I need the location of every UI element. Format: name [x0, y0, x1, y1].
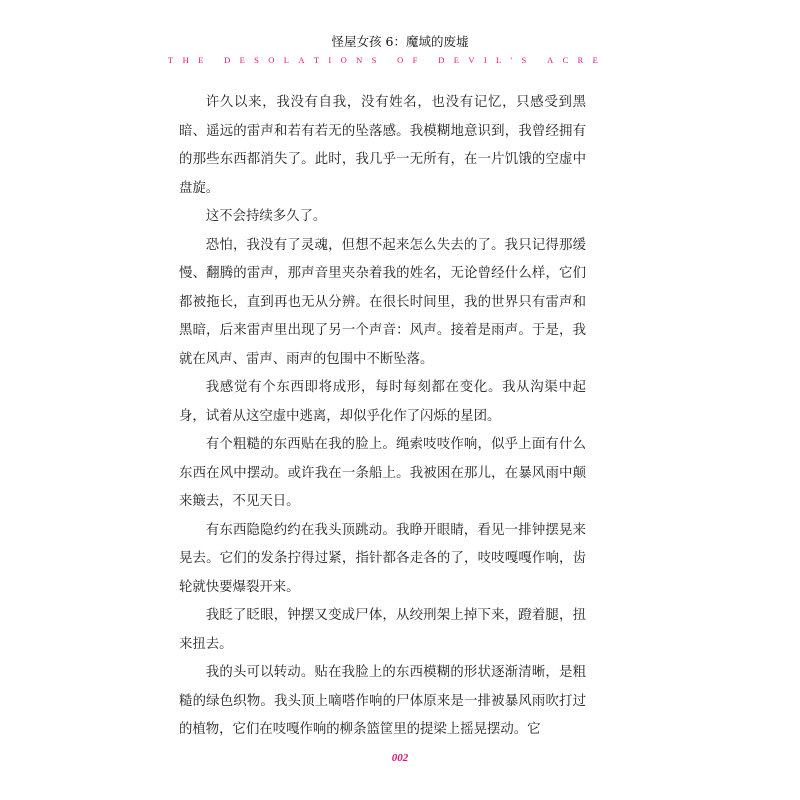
subtitle-letter: O [268, 55, 275, 65]
subtitle-letter: C [562, 55, 569, 65]
running-header-subtitle [168, 55, 598, 65]
subtitle-letter: A [298, 55, 305, 65]
subtitle-letter: S [254, 55, 259, 65]
subtitle-letter: E [453, 55, 459, 65]
subtitle-letter: D [438, 55, 445, 65]
subtitle-letter: L [283, 55, 289, 65]
subtitle-letter: V [468, 55, 475, 65]
subtitle-letter: E [592, 55, 598, 65]
subtitle-letter: O [397, 55, 404, 65]
paragraph: 恐怕，我没有了灵魂，但想不起来怎么失去的了。我只记得那缓慢、翻腾的雷声，那声音里夹杂着我的姓名，无论曾经什么样，它们都被拖长，直到再也无从分辨。在很长时间里，我的世界只有雷声和黑暗，后来雷声里出现了另一个声音：风声。接着是雨声。于是，我就在风声、雷声、雨声的包围中不断坠落。 [179, 237, 586, 367]
subtitle-letter: D [224, 55, 231, 65]
subtitle-letter [386, 55, 388, 65]
subtitle-letter: I [328, 55, 332, 65]
subtitle-letter: F [412, 55, 418, 65]
paragraph: 我感觉有个东西即将成形，每时每刻都在变化。我从沟渠中起身，试着从这空虚中逃离，却似乎化作了闪烁的星团。 [179, 380, 586, 424]
subtitle-letter: I [483, 55, 487, 65]
subtitle-letter: ' [510, 55, 513, 65]
running-header-title: 怪屋女孩 6：魔域的废墟 [331, 34, 469, 49]
subtitle-letter: S [521, 55, 527, 65]
paragraph: 有东西隐隐约约在我头顶跳动。我睁开眼睛，看见一排钟摆晃来晃去。它们的发条拧得过紧，指针都各走各的了，吱吱嘎嘎作响，齿轮就快要爆裂开来。 [179, 522, 586, 595]
subtitle-letter [213, 55, 215, 65]
subtitle-letter: E [198, 55, 204, 65]
subtitle-letter: L [496, 55, 502, 65]
subtitle-letter: T [313, 55, 320, 65]
subtitle-letter: E [239, 55, 245, 65]
subtitle-letter [536, 55, 538, 65]
subtitle-letter: S [371, 55, 377, 65]
body-text [179, 89, 586, 745]
subtitle-letter: A [547, 55, 554, 65]
subtitle-letter [427, 55, 429, 65]
paragraph: 这不会持续多久了。 [205, 209, 327, 224]
subtitle-letter: H [182, 55, 189, 65]
paragraph: 我的头可以转动。贴在我脸上的东西模糊的形状逐渐清晰，是粗糙的绿色织物。我头顶上嘀嗒作响的尸体原来是一排被暴风雨吹打过的植物，它们在吱嘎作响的柳条篮筐里的提梁上摇晃摆动。它 [179, 665, 586, 737]
subtitle-letter: R [577, 55, 584, 65]
paragraph: 许久以来，我没有自我，没有姓名，也没有记忆，只感受到黑暗、遥远的雷声和若有若无的坠落感。我模糊地意识到，我曾经拥有的那些东西都消失了。此时，我几乎一无所有，在一片饥饿的空虚中盘旋。 [179, 95, 586, 196]
subtitle-letter: O [340, 55, 347, 65]
subtitle-letter: T [168, 55, 174, 65]
subtitle-letter: N [356, 55, 363, 65]
paragraph: 有个粗糙的东西贴在我的脸上。绳索吱吱作响，似乎上面有什么东西在风中摆动。或许我在一条船上。我被困在那儿，在暴风雨中颠来簸去，不见天日。 [179, 437, 586, 509]
page-number: 002 [391, 752, 409, 764]
paragraph: 我眨了眨眼，钟摆又变成尸体，从绞刑架上掉下来，蹬着腿，扭来扭去。 [179, 608, 586, 652]
